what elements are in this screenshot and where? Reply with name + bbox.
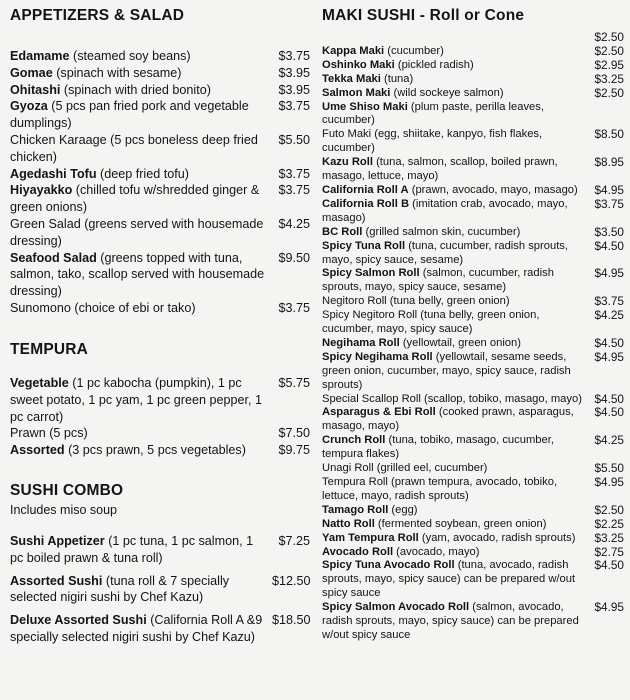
menu-item-description bbox=[10, 216, 272, 250]
menu-item-description bbox=[322, 59, 592, 73]
menu-item-detail: (plum paste, perilla leaves, cucumber) bbox=[322, 100, 544, 127]
menu-item-description bbox=[322, 240, 592, 268]
menu-item bbox=[322, 128, 624, 156]
menu-item bbox=[322, 601, 624, 643]
menu-item-detail: (1 pc tuna, 1 pc salmon, 1 pc boiled prawn & tuna roll) bbox=[10, 534, 254, 565]
menu-item-name: Gomae bbox=[10, 65, 53, 80]
menu-item-description bbox=[322, 518, 592, 532]
menu-item-detail: (5 pcs pan fried pork and vegetable dumplings) bbox=[10, 99, 249, 131]
appetizers-list bbox=[10, 48, 310, 317]
menu-item bbox=[322, 518, 624, 532]
menu-item-price: $4.95 bbox=[594, 600, 624, 615]
menu-item-detail: (steamed soy beans) bbox=[69, 49, 191, 63]
menu-item-name: Assorted bbox=[10, 443, 65, 458]
menu-item-name: Negitoro Roll bbox=[322, 295, 387, 308]
menu-item-price: $8.95 bbox=[594, 155, 624, 170]
menu-item-price: $3.25 bbox=[594, 530, 624, 545]
menu-item-name: Prawn bbox=[10, 426, 46, 441]
menu-item-name: Agedashi Tofu bbox=[10, 166, 97, 181]
menu-item-price: $4.50 bbox=[594, 405, 624, 420]
menu-item bbox=[10, 250, 310, 300]
maki-section bbox=[322, 7, 624, 643]
menu-item-description bbox=[10, 612, 272, 646]
menu-item bbox=[10, 48, 310, 65]
menu-item-name: Vegetable bbox=[10, 376, 69, 390]
menu-item bbox=[322, 559, 624, 601]
menu-item-name: Tamago Roll bbox=[322, 503, 389, 516]
menu-item-detail: (spinach with sesame) bbox=[52, 65, 182, 80]
menu-item-price: $5.50 bbox=[594, 461, 624, 476]
menu-item-name: Edamame bbox=[10, 49, 70, 63]
menu-item-detail: (tuna belly, green onion, cucumber, mayo, spicy sauce) bbox=[322, 309, 540, 336]
menu-item bbox=[10, 612, 310, 646]
menu-item bbox=[10, 216, 310, 250]
menu-item-name: Seafood Salad bbox=[10, 250, 97, 265]
menu-item bbox=[322, 532, 624, 546]
menu-item-name: California Roll A bbox=[322, 183, 409, 196]
menu-item-description bbox=[322, 295, 592, 309]
menu-item bbox=[322, 337, 624, 351]
menu-item-name: Spicy Negihama Roll bbox=[322, 350, 433, 363]
menu-item-name: BC Roll bbox=[322, 225, 363, 238]
menu-item-detail: (spinach with dried bonito) bbox=[60, 82, 211, 97]
menu-item-name: Avocado Roll bbox=[322, 545, 394, 558]
menu-item-name: Spicy Salmon Roll bbox=[322, 267, 420, 280]
menu-item-price: $7.25 bbox=[278, 534, 310, 548]
menu-item-price: $3.25 bbox=[594, 71, 624, 86]
menu-item-detail: (grilled salmon skin, cucumber) bbox=[362, 225, 521, 238]
menu-item-detail: (tuna, tobiko, masago, cucumber, tempura flakes) bbox=[322, 434, 554, 461]
menu-item-description bbox=[10, 250, 272, 300]
menu-item-price: $3.75 bbox=[278, 300, 310, 315]
tempura-title: TEMPURA bbox=[10, 341, 89, 358]
menu-item-detail: (wild sockeye salmon) bbox=[390, 86, 504, 99]
menu-item-name: Natto Roll bbox=[322, 517, 375, 530]
combo-title: SUSHI COMBO bbox=[10, 482, 124, 499]
menu-item bbox=[322, 462, 624, 476]
menu-item-name: Asparagus & Ebi Roll bbox=[322, 406, 436, 419]
menu-item-description bbox=[322, 73, 592, 87]
menu-item bbox=[322, 73, 624, 87]
menu-item-detail: (5 pcs boneless deep fried chicken) bbox=[10, 132, 258, 164]
menu-item-description bbox=[322, 504, 592, 518]
menu-item-detail: (3 pcs prawn, 5 pcs vegetables) bbox=[64, 443, 246, 458]
menu-item-name: Yam Tempura Roll bbox=[322, 531, 419, 544]
menu-item-description bbox=[10, 573, 272, 607]
menu-item-description bbox=[322, 559, 592, 601]
menu-item bbox=[322, 309, 624, 337]
menu-item bbox=[10, 65, 310, 82]
menu-item bbox=[322, 295, 624, 309]
menu-item-detail: (egg) bbox=[388, 503, 418, 516]
menu-item-name: Green Salad bbox=[10, 216, 81, 231]
menu-item-detail: (chilled tofu w/shredded ginger & green onions) bbox=[10, 183, 260, 215]
menu-item-name: Crunch Roll bbox=[322, 434, 386, 447]
menu-item bbox=[10, 132, 310, 166]
combo-list bbox=[10, 533, 310, 646]
menu-item bbox=[10, 573, 310, 607]
menu-item-name: Salmon Maki bbox=[322, 86, 391, 99]
menu-item-description bbox=[10, 182, 272, 216]
menu-item-description bbox=[322, 406, 592, 434]
menu-item-description bbox=[322, 351, 592, 393]
menu-item-price: $3.75 bbox=[278, 99, 310, 114]
menu-item-name: Chicken Karaage bbox=[10, 132, 107, 147]
menu-item-detail: (1 pc kabocha (pumpkin), 1 pc sweet potato, 1 pc yam, 1 pc green pepper, 1 pc carrot) bbox=[10, 376, 263, 424]
menu-item-price: $3.75 bbox=[278, 166, 310, 181]
menu-item bbox=[322, 156, 624, 184]
menu-item bbox=[322, 45, 624, 59]
menu-item-price: $4.25 bbox=[278, 216, 310, 231]
menu-item bbox=[322, 393, 624, 407]
menu-item bbox=[322, 198, 624, 226]
menu-item-description bbox=[322, 128, 592, 156]
menu-item-description bbox=[322, 184, 592, 198]
menu-item-description bbox=[322, 267, 592, 295]
menu-item-description bbox=[10, 425, 272, 442]
menu-item bbox=[322, 184, 624, 198]
menu-item-description bbox=[322, 601, 592, 643]
menu-item-detail: (egg, shiitake, kanpyo, fish flakes, cucumber) bbox=[322, 128, 543, 155]
menu-item bbox=[322, 476, 624, 504]
menu-item-description bbox=[10, 132, 272, 166]
menu-item-name: Deluxe Assorted Sushi bbox=[10, 613, 147, 628]
combo-section bbox=[10, 482, 310, 646]
menu-item bbox=[322, 87, 624, 101]
menu-item-price: $7.50 bbox=[278, 426, 310, 441]
menu-item bbox=[10, 98, 310, 132]
menu-item-detail: (tuna, avocado, radish sprouts, mayo, spicy sauce) can be prepared w/out spicy sauce bbox=[322, 559, 576, 600]
menu-item-detail: (yellowtail, sesame seeds, green onion, cucumber, mayo, spicy sauce, radish sprouts) bbox=[322, 350, 571, 391]
menu-item bbox=[322, 546, 624, 560]
menu-item-description bbox=[10, 48, 272, 65]
maki-list bbox=[322, 31, 624, 643]
menu-item-description bbox=[10, 65, 272, 82]
menu-item-price: $4.95 bbox=[594, 349, 624, 364]
menu-item bbox=[322, 267, 624, 295]
menu-item-description bbox=[322, 156, 592, 184]
menu-item-name: Negihama Roll bbox=[322, 336, 400, 349]
menu-item-price: $3.75 bbox=[594, 196, 624, 211]
menu-item-name: Kazu Roll bbox=[322, 156, 373, 169]
menu-item-detail: (yam, avocado, radish sprouts) bbox=[418, 531, 576, 544]
menu-item-price: $3.95 bbox=[278, 82, 310, 97]
menu-item-price: $4.25 bbox=[594, 308, 624, 323]
menu-item-name: Tekka Maki bbox=[322, 72, 381, 85]
menu-item-description bbox=[10, 533, 272, 567]
menu-item-name: Sunomono bbox=[10, 300, 71, 315]
menu-item-detail: (5 pcs) bbox=[45, 426, 88, 441]
maki-title: MAKI SUSHI - Roll or Cone bbox=[322, 7, 525, 24]
menu-item-price: $2.25 bbox=[594, 516, 624, 531]
menu-item-detail: (tuna, salmon, scallop, boiled prawn, masago, lettuce, mayo) bbox=[322, 156, 558, 183]
menu-item-name: Spicy Tuna Roll bbox=[322, 239, 406, 252]
menu-item-description bbox=[10, 375, 272, 425]
menu-item-detail: (greens served with housemade dressing) bbox=[10, 216, 264, 248]
menu-item-detail: (choice of ebi or tako) bbox=[70, 300, 196, 315]
menu-item-detail: (California Roll A &9 specially selected nigiri sushi by Chef Kazu) bbox=[10, 613, 263, 644]
menu-item bbox=[10, 533, 310, 567]
menu-item bbox=[322, 351, 624, 393]
menu-item bbox=[10, 82, 310, 99]
menu-item-detail: (yellowtail, green onion) bbox=[399, 336, 521, 349]
menu-item-description bbox=[322, 87, 592, 101]
menu-item bbox=[322, 59, 624, 73]
menu-item-name: Ohitashi bbox=[10, 82, 61, 97]
menu-item-description bbox=[322, 226, 592, 240]
menu-item-price: $2.75 bbox=[594, 544, 624, 559]
menu-item-name: Spicy Salmon Avocado Roll bbox=[322, 601, 470, 614]
menu-item-detail: (greens topped with tuna, salmon, tako, scallop served with housemade dressing) bbox=[10, 250, 265, 299]
menu-item-description bbox=[322, 434, 592, 462]
menu-item-detail: (grilled eel, cucumber) bbox=[373, 462, 488, 475]
menu-item-description bbox=[10, 98, 272, 132]
menu-item-detail: (fermented soybean, green onion) bbox=[374, 517, 547, 530]
menu-item-name: Sushi Appetizer bbox=[10, 534, 105, 548]
menu-item-price: $4.50 bbox=[594, 558, 624, 573]
menu-item bbox=[322, 101, 624, 129]
menu-item bbox=[10, 182, 310, 216]
menu-item-price: $9.75 bbox=[278, 443, 310, 458]
menu-item bbox=[322, 226, 624, 240]
menu-item-detail: (prawn tempura, avocado, tobiko, lettuce, mayo, radish sprouts) bbox=[322, 476, 558, 502]
menu-item-description bbox=[10, 300, 272, 317]
menu-item bbox=[322, 240, 624, 268]
menu-item-price: $12.50 bbox=[272, 573, 311, 588]
menu-item-description bbox=[322, 101, 592, 129]
menu-item-detail: (deep fried tofu) bbox=[96, 166, 189, 181]
menu-item-description bbox=[322, 532, 592, 546]
menu-item-description bbox=[322, 462, 592, 476]
menu-item bbox=[10, 425, 310, 442]
menu-item-price: $8.50 bbox=[594, 127, 624, 142]
menu-item bbox=[322, 504, 624, 518]
menu-item-name: Unagi Roll bbox=[322, 462, 374, 475]
menu-item-description bbox=[10, 442, 272, 459]
menu-item-name: Gyoza bbox=[10, 99, 48, 114]
menu-item bbox=[322, 434, 624, 462]
menu-item-price: $5.50 bbox=[278, 132, 310, 147]
menu-item-price: $2.50 bbox=[594, 30, 624, 44]
menu-item-price: $4.25 bbox=[594, 433, 624, 448]
menu-item-price: $4.50 bbox=[594, 238, 624, 253]
combo-note: Includes miso soup bbox=[10, 503, 118, 517]
menu-item-price: $4.95 bbox=[594, 475, 624, 489]
tempura-list bbox=[10, 375, 310, 459]
menu-item-name: Special Scallop Roll bbox=[322, 392, 421, 405]
menu-item-detail: (imitation crab, avocado, mayo, masago) bbox=[322, 197, 568, 224]
menu-item-name: Kappa Maki bbox=[322, 44, 385, 57]
menu-item-description bbox=[322, 476, 592, 504]
menu-item-price: $3.75 bbox=[278, 49, 310, 63]
menu-item-price: $3.75 bbox=[594, 294, 624, 309]
menu-item bbox=[10, 300, 310, 317]
menu-item-detail: (salmon, avocado, radish sprouts, mayo, spicy sauce) can be prepared w/out spicy sauce bbox=[322, 601, 579, 641]
menu-item-name: Tempura Roll bbox=[322, 476, 388, 488]
menu-item-name: Ume Shiso Maki bbox=[322, 100, 408, 113]
menu-item-detail: (scallop, tobiko, masago, mayo) bbox=[420, 392, 582, 405]
menu-item-detail: (tuna) bbox=[380, 72, 414, 85]
menu-item-description bbox=[322, 309, 592, 337]
appetizers-section bbox=[10, 7, 310, 317]
menu-item-detail: (tuna belly, green onion) bbox=[386, 295, 510, 308]
menu-item bbox=[10, 166, 310, 183]
menu-item-price: $2.50 bbox=[594, 85, 624, 100]
menu-item-price: $9.50 bbox=[278, 250, 310, 265]
menu-item-name: Spicy Negitoro Roll bbox=[322, 309, 418, 322]
menu-item-price: $3.95 bbox=[278, 65, 310, 80]
menu-item-name: Oshinko Maki bbox=[322, 58, 395, 71]
menu-item bbox=[322, 31, 624, 45]
menu-item-description bbox=[322, 546, 592, 560]
menu-item-price: $4.50 bbox=[594, 391, 624, 406]
menu-item-description bbox=[322, 198, 592, 226]
menu-item-price: $4.95 bbox=[594, 182, 624, 197]
menu-item-detail: (pickled radish) bbox=[394, 58, 474, 71]
menu-item-detail: (avocado, mayo) bbox=[393, 545, 480, 558]
appetizers-title: APPETIZERS & SALAD bbox=[10, 7, 185, 24]
menu-item-name: California Roll B bbox=[322, 197, 410, 210]
tempura-section bbox=[10, 341, 310, 459]
menu-item-detail: (tuna, cucumber, radish sprouts, mayo, spicy sauce, sesame) bbox=[322, 239, 569, 266]
menu-item-detail: (cooked prawn, asparagus, masago, mayo) bbox=[322, 406, 574, 433]
menu-item-name: Futo Maki bbox=[322, 128, 372, 141]
menu-item-detail: (cucumber) bbox=[384, 44, 444, 57]
menu-item-price: $18.50 bbox=[272, 613, 311, 628]
menu-item-price: $3.75 bbox=[278, 183, 310, 198]
menu-item bbox=[322, 406, 624, 434]
menu-item-price: $4.95 bbox=[594, 266, 624, 281]
menu-item bbox=[10, 442, 310, 459]
menu-item-description bbox=[322, 393, 592, 407]
menu-item-description bbox=[10, 82, 272, 99]
menu-item-detail: (prawn, avocado, mayo, masago) bbox=[408, 183, 578, 196]
menu-item-detail: (salmon, cucumber, radish sprouts, mayo, spicy sauce, sesame) bbox=[322, 267, 554, 294]
menu-item bbox=[10, 375, 310, 425]
menu-item-description bbox=[10, 166, 272, 183]
menu-item-name: Hiyayakko bbox=[10, 183, 73, 198]
menu-item-price: $2.50 bbox=[594, 43, 624, 58]
menu-item-description bbox=[322, 45, 592, 59]
menu-item-name: Assorted Sushi bbox=[10, 573, 103, 588]
menu-item-name: Spicy Tuna Avocado Roll bbox=[322, 559, 455, 572]
menu-item-detail: (tuna roll & 7 specially selected nigiri sushi by Chef Kazu) bbox=[10, 573, 230, 605]
menu-item-price: $5.75 bbox=[278, 376, 310, 390]
menu-item-price: $2.95 bbox=[594, 57, 624, 72]
menu-item-price: $3.50 bbox=[594, 224, 624, 239]
menu-item-price: $2.50 bbox=[594, 502, 624, 517]
menu-item-description bbox=[322, 337, 592, 351]
menu-item-price: $4.50 bbox=[594, 335, 624, 350]
